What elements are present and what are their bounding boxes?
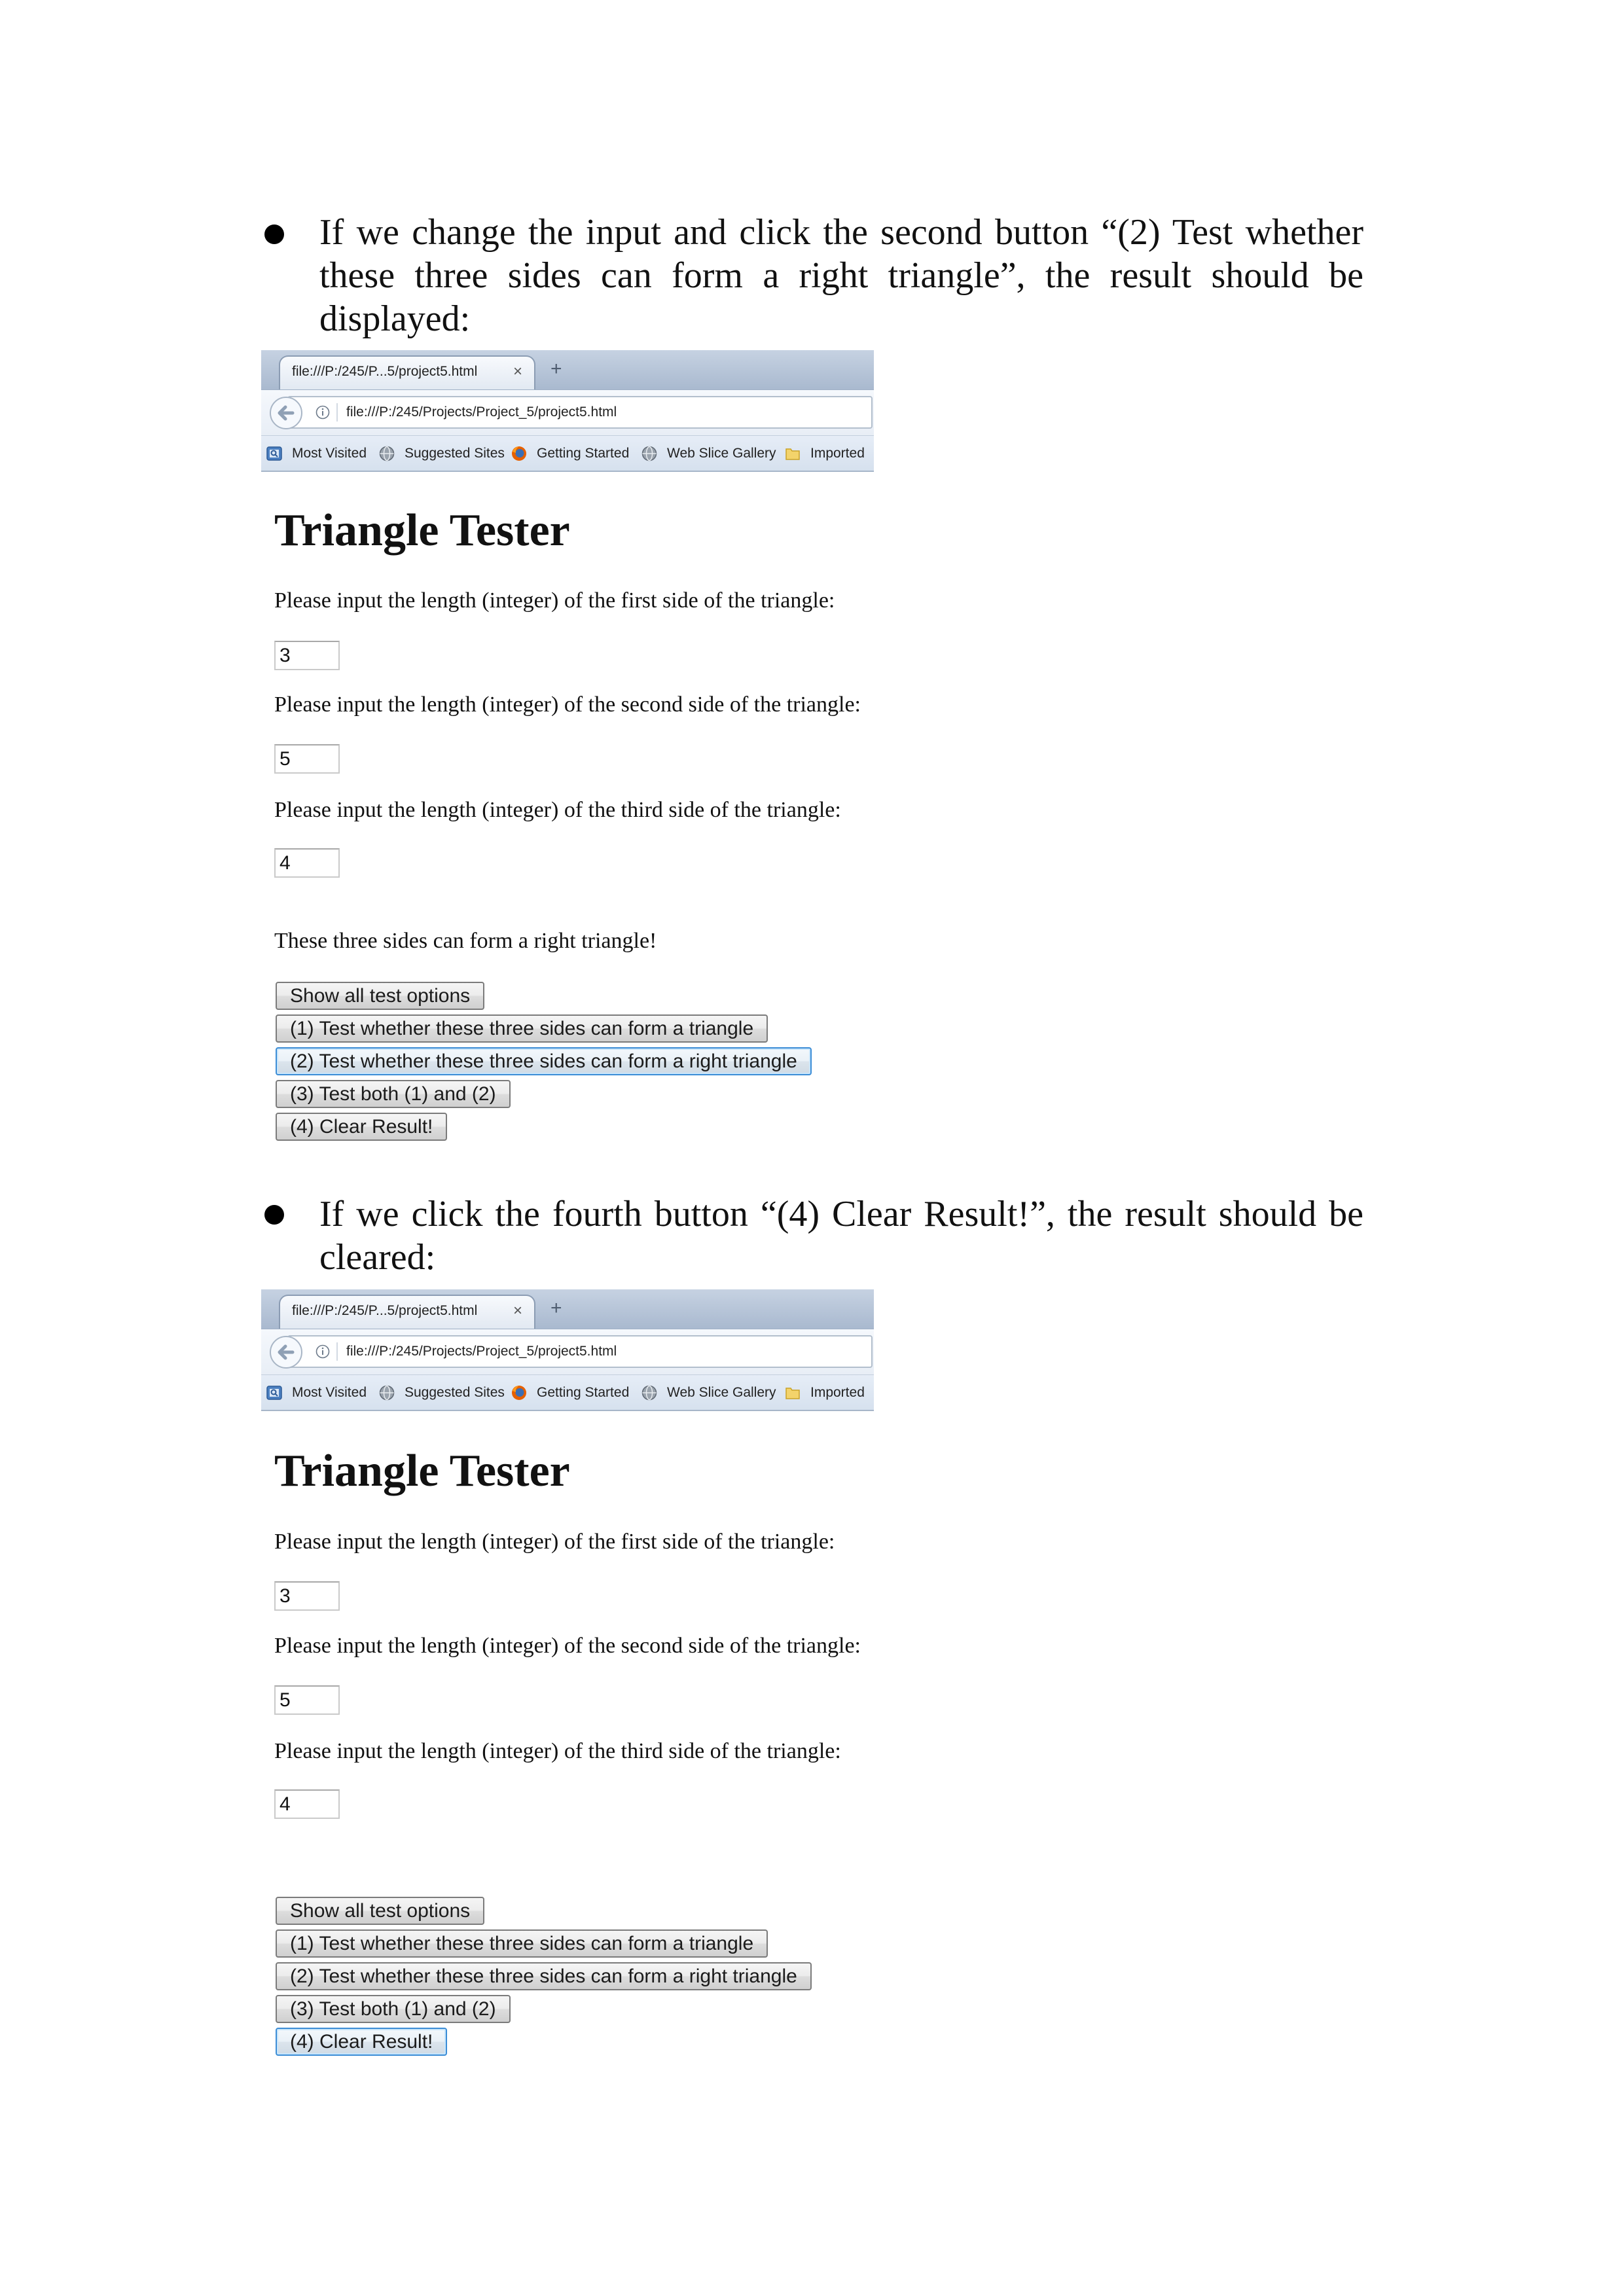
- bullet-icon: [264, 224, 284, 244]
- browser-screenshot: [261, 1289, 874, 2062]
- globe-icon: [641, 445, 658, 462]
- bookmark-label: Web Slice Gallery: [667, 1384, 776, 1400]
- back-arrow-icon[interactable]: [269, 1335, 303, 1369]
- bookmarks-bar: [261, 1374, 874, 1411]
- bookmark-label: Imported: [810, 445, 865, 461]
- bookmark-suggested-sites[interactable]: [378, 1375, 505, 1410]
- bookmark-most-visited[interactable]: [266, 436, 367, 471]
- navigation-bar: [261, 1329, 874, 1374]
- address-separator: [336, 1342, 338, 1361]
- first-side-input[interactable]: [274, 1581, 340, 1611]
- first-side-label: Please input the length (integer) of the first side of the triangle:: [274, 588, 835, 613]
- bookmark-most-visited[interactable]: [266, 1375, 367, 1410]
- test-both-button[interactable]: (3) Test both (1) and (2): [276, 1080, 511, 1108]
- address-separator: [336, 403, 338, 422]
- address-url[interactable]: file:///P:/245/Projects/Project_5/project5.html: [346, 404, 617, 420]
- clear-result-button[interactable]: (4) Clear Result!: [276, 1113, 447, 1141]
- bookmark-web-slice-gallery[interactable]: [641, 1375, 776, 1410]
- most-visited-icon: [266, 1384, 283, 1401]
- test-buttons: [276, 982, 812, 1141]
- tab-close-icon[interactable]: ×: [513, 1302, 523, 1319]
- test-right-triangle-button[interactable]: (2) Test whether these three sides can form a right triangle: [276, 1047, 812, 1075]
- folder-icon: [784, 1384, 801, 1401]
- bookmark-web-slice-gallery[interactable]: [641, 436, 776, 471]
- instruction-paragraph: If we change the input and click the second button “(2) Test whether these three sides can form a right triangle”, the result should be displayed:: [319, 212, 1363, 339]
- first-side-label: Please input the length (integer) of the first side of the triangle:: [274, 1530, 835, 1554]
- new-tab-icon[interactable]: +: [550, 358, 562, 380]
- test-triangle-button[interactable]: (1) Test whether these three sides can form a triangle: [276, 1929, 768, 1958]
- first-side-input[interactable]: [274, 641, 340, 670]
- browser-tab[interactable]: [279, 355, 535, 389]
- most-visited-icon: [266, 445, 283, 462]
- bookmark-imported[interactable]: [784, 436, 865, 471]
- result-text: These three sides can form a right triangle!: [274, 929, 657, 953]
- address-url[interactable]: file:///P:/245/Projects/Project_5/project5.html: [346, 1344, 617, 1359]
- page-title: Triangle Tester: [274, 505, 570, 556]
- firefox-icon: [511, 445, 528, 462]
- show-all-options-button[interactable]: Show all test options: [276, 1897, 484, 1925]
- tab-close-icon[interactable]: ×: [513, 363, 523, 380]
- bookmark-imported[interactable]: [784, 1375, 865, 1410]
- back-arrow-icon[interactable]: [269, 396, 303, 430]
- third-side-input[interactable]: [274, 1789, 340, 1819]
- second-side-label: Please input the length (integer) of the second side of the triangle:: [274, 1634, 861, 1658]
- info-icon[interactable]: [316, 1344, 330, 1359]
- browser-chrome: [261, 350, 874, 472]
- bookmark-suggested-sites[interactable]: [378, 436, 505, 471]
- second-side-label: Please input the length (integer) of the second side of the triangle:: [274, 692, 861, 717]
- show-all-options-button[interactable]: Show all test options: [276, 982, 484, 1010]
- bookmarks-bar: [261, 435, 874, 472]
- second-side-input[interactable]: [274, 1685, 340, 1715]
- address-bar[interactable]: [287, 396, 873, 429]
- address-bar[interactable]: [287, 1335, 873, 1368]
- tab-title: file:///P:/245/P...5/project5.html: [292, 364, 478, 379]
- browser-tab[interactable]: [279, 1295, 535, 1329]
- bookmark-label: Web Slice Gallery: [667, 445, 776, 461]
- navigation-bar: [261, 389, 874, 435]
- bookmark-label: Suggested Sites: [405, 445, 505, 461]
- test-buttons: [276, 1897, 812, 2056]
- browser-chrome: [261, 1289, 874, 1411]
- page-title: Triangle Tester: [274, 1446, 570, 1496]
- third-side-label: Please input the length (integer) of the third side of the triangle:: [274, 798, 841, 822]
- test-both-button[interactable]: (3) Test both (1) and (2): [276, 1995, 511, 2023]
- bookmark-label: Suggested Sites: [405, 1384, 505, 1400]
- second-side-input[interactable]: [274, 744, 340, 774]
- tab-title: file:///P:/245/P...5/project5.html: [292, 1303, 478, 1318]
- bookmark-label: Getting Started: [537, 1384, 630, 1400]
- folder-icon: [784, 445, 801, 462]
- info-icon[interactable]: [316, 405, 330, 420]
- new-tab-icon[interactable]: +: [550, 1297, 562, 1319]
- third-side-label: Please input the length (integer) of the third side of the triangle:: [274, 1739, 841, 1763]
- globe-icon: [641, 1384, 658, 1401]
- bookmark-label: Imported: [810, 1384, 865, 1400]
- bookmark-label: Getting Started: [537, 445, 630, 461]
- clear-result-button[interactable]: (4) Clear Result!: [276, 2028, 447, 2056]
- test-triangle-button[interactable]: (1) Test whether these three sides can form a triangle: [276, 1014, 768, 1043]
- test-right-triangle-button[interactable]: (2) Test whether these three sides can form a right triangle: [276, 1962, 812, 1990]
- bookmark-label: Most Visited: [292, 445, 367, 461]
- bookmark-label: Most Visited: [292, 1384, 367, 1400]
- globe-icon: [378, 445, 395, 462]
- instruction-paragraph: If we click the fourth button “(4) Clear Result!”, the result should be cleared:: [319, 1194, 1363, 1278]
- bookmark-getting-started[interactable]: [511, 436, 629, 471]
- firefox-icon: [511, 1384, 528, 1401]
- globe-icon: [378, 1384, 395, 1401]
- tab-strip: [261, 1289, 874, 1329]
- browser-screenshot: [261, 350, 874, 1145]
- third-side-input[interactable]: [274, 848, 340, 878]
- tab-strip: [261, 350, 874, 389]
- bookmark-getting-started[interactable]: [511, 1375, 629, 1410]
- bullet-icon: [264, 1205, 284, 1225]
